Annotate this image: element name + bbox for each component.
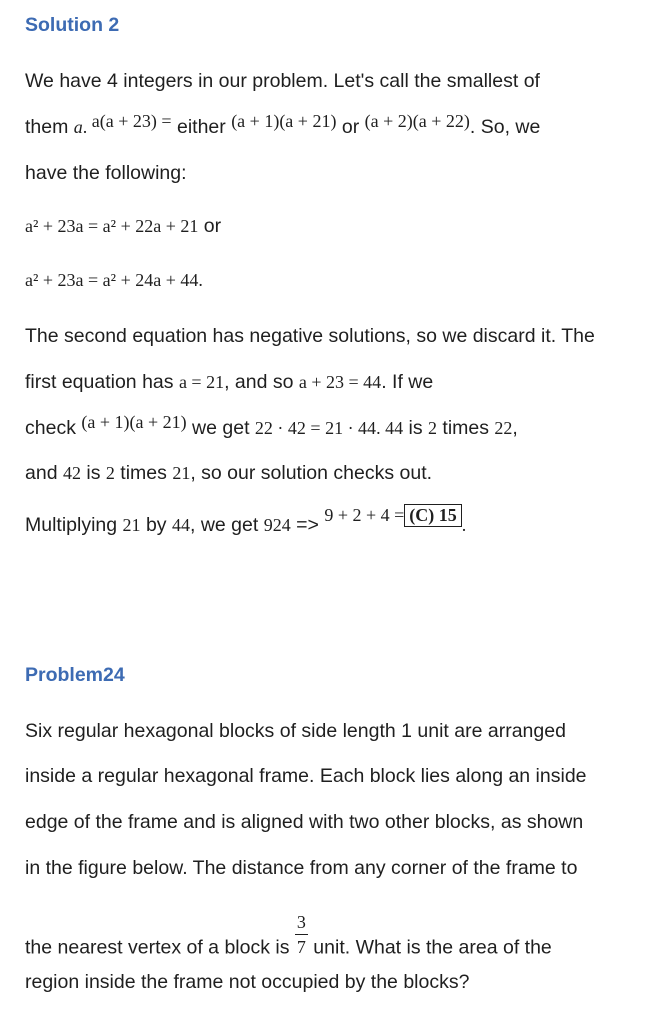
math: a [73,117,83,137]
text: . If we [381,371,434,393]
math: 2 [427,418,437,438]
problem-line-1: Six regular hexagonal blocks of side length 1 unit are arranged [25,720,566,742]
problem-heading: Problem24 [25,664,125,686]
math: . [461,515,467,535]
math: 44 [171,515,190,535]
text: , [512,417,518,439]
math: 924 [263,515,291,535]
solution-line-5 [25,371,433,394]
solution-line-1: We have 4 integers in our problem. Let's call the smallest of [25,70,540,92]
math: 21 [122,515,141,535]
answer-box: (C) 15 [404,504,462,527]
math: (a + 2)(a + 22) [364,111,470,131]
math: 2 [105,463,115,483]
fraction [295,912,308,957]
problem-line-3: edge of the frame and is aligned with two other blocks, as shown [25,811,584,833]
fraction-denominator: 7 [296,937,306,957]
text: times [114,462,173,484]
text: , we get [189,514,264,536]
math: 22 [494,418,513,438]
text: , and so [224,371,299,393]
solution-line-4: The second equation has negative solutions, so we discard it. The [25,325,595,347]
math: . [198,270,203,290]
problem-line-5 [25,912,552,971]
text: or [198,215,222,237]
math: a² + 23a = a² + 24a + 44 [25,270,199,290]
math: 9 + 2 + 4 = [324,505,405,525]
math: . [82,117,92,137]
math: 21 [172,463,191,483]
text: . So, we [469,116,541,138]
math: a² + 23a = a² + 22a + 21 [25,216,199,236]
solution-heading: Solution 2 [25,14,120,36]
math: 44 [385,418,404,438]
text: is [80,462,106,484]
math: a + 23 = 44 [298,372,382,392]
math: (a + 1)(a + 21) [231,111,337,131]
text: or [336,116,365,138]
text: => [290,514,319,536]
text: either [171,116,232,138]
text: first equation has [25,371,179,393]
solution-line-2 [25,111,541,139]
text: , so our solution checks out. [190,462,433,484]
text: them [25,116,74,138]
math: 22 · 42 = 21 · 44 [254,418,377,438]
text: is [403,417,428,439]
text: times [436,417,495,439]
math: (a + 1)(a + 21) [81,412,187,432]
solution-line-3: have the following: [25,162,187,184]
math: 42 [62,463,81,483]
text: Multiplying [25,514,123,536]
text: unit. What is the area of the [307,936,552,959]
problem-line-6: region inside the frame not occupied by the blocks? [25,971,470,993]
solution-line-8 [25,505,467,537]
problem-line-4: in the figure below. The distance from any corner of the frame to [25,857,578,879]
text: by [140,514,172,536]
equation-2 [25,269,203,292]
text: the nearest vertex of a block is [25,936,295,959]
solution-line-7 [25,462,432,485]
equation-1 [25,215,221,238]
text: we get [186,417,255,439]
text: and [25,462,63,484]
math: . [376,418,386,438]
solution-line-6 [25,412,518,440]
math: a = 21 [178,372,225,392]
problem-line-2: inside a regular hexagonal frame. Each block lies along an inside [25,765,587,787]
text: check [25,417,82,439]
math: a(a + 23) = [91,111,172,131]
fraction-numerator: 3 [295,912,308,935]
